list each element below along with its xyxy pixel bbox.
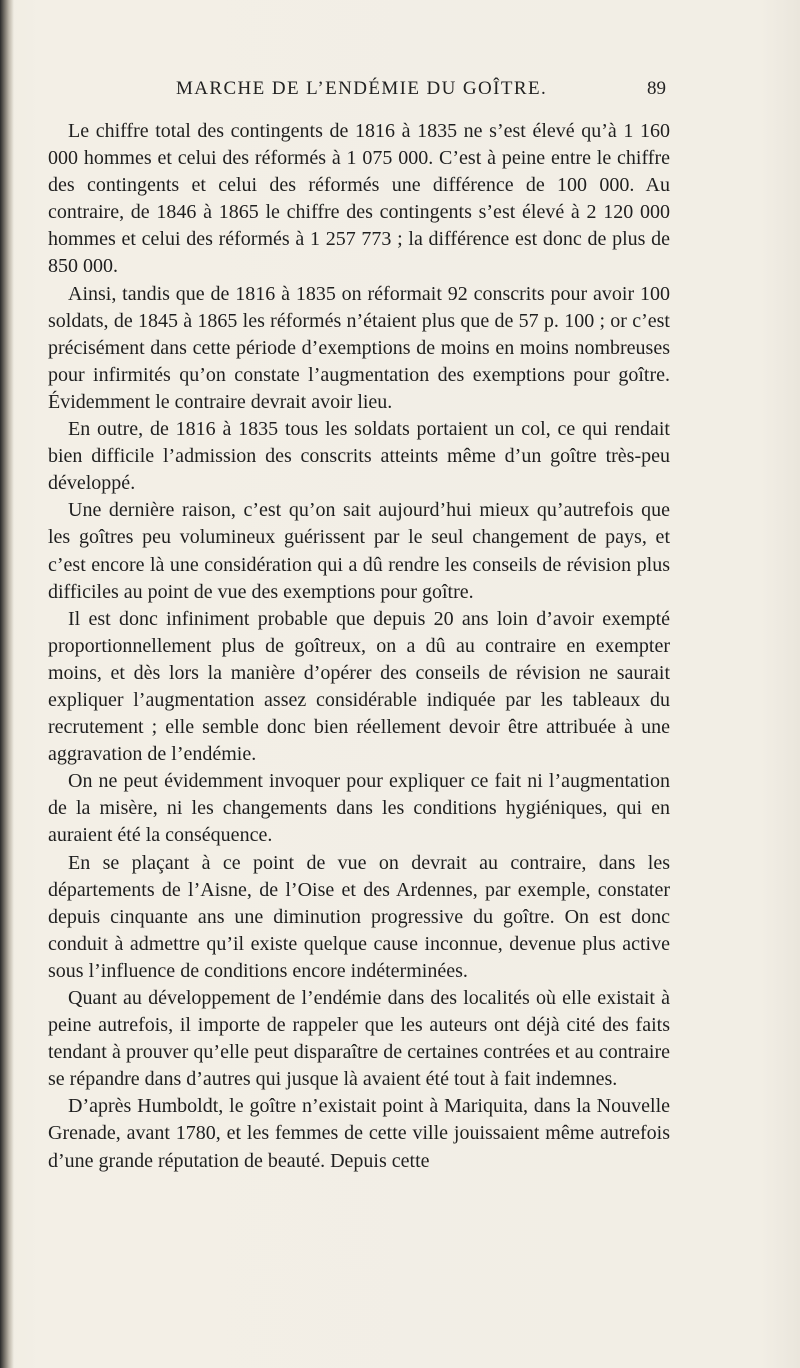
- page-header: [0, 78, 800, 108]
- paragraph: On ne peut évidemment invoquer pour expliquer ce fait ni l’augmentation de la misère, ni les changements dans les conditions hygiéniques, qui en auraient été la conséquence.: [48, 770, 670, 847]
- paragraph: Une dernière raison, c’est qu’on sait aujourd’hui mieux qu’autrefois que les goîtres peu volumineux guérissent par le seul changement de pays, et c’est encore là une considération qui a dû rendre les conseils de révision plus difficiles au point de vue des exemptions pour goître.: [48, 499, 670, 603]
- paragraph: Ainsi, tandis que de 1816 à 1835 on réformait 92 conscrits pour avoir 100 soldats, de 1845 à 1865 les réformés n’étaient plus que de 57 p. 100 ; or c’est précisément dans cette période d’exemptions de moins en moins nombreuses pour infirmités qu’on constate l’augmentation des exemptions pour goître. Évidemment le contraire devrait avoir lieu.: [48, 282, 670, 413]
- paragraph: En se plaçant à ce point de vue on devrait au contraire, dans les départements de l’Aisne, de l’Oise et des Ardennes, par exemple, constater depuis cinquante ans une diminution progressive du goître. On est donc conduit à admettre qu’il existe quelque cause inconnue, devenue plus active sous l’influence de conditions encore indéterminées.: [48, 851, 670, 982]
- book-spine-shadow: [0, 0, 14, 1368]
- running-head: MARCHE DE L’ENDÉMIE DU GOÎTRE.: [176, 78, 548, 99]
- paragraph: Il est donc infiniment probable que depuis 20 ans loin d’avoir exempté proportionnellement plus de goîtreux, on a dû au contraire en exempter moins, et dès lors la manière d’opérer des conseils de révision ne saurait expliquer l’augmentation assez considérable indiquée par les tableaux du recrutement ; elle semble donc bien réellement devoir être attribuée à une aggravation de l’endémie.: [48, 607, 670, 766]
- paragraph: Le chiffre total des contingents de 1816 à 1835 ne s’est élevé qu’à 1 160 000 hommes et celui des réformés à 1 075 000. C’est à peine entre le chiffre des contingents et celui des réformés une différence de 100 000. Au contraire, de 1846 à 1865 le chiffre des contingents s’est élevé à 2 120 000 hommes et celui des réformés à 1 257 773 ; la différence est donc de plus de 850 000.: [48, 120, 670, 278]
- paragraph: En outre, de 1816 à 1835 tous les soldats portaient un col, ce qui rendait bien difficile l’admission des conscrits atteints même d’un goître très-peu développé.: [48, 418, 670, 495]
- body-text: [48, 118, 670, 1175]
- page-number: 89: [647, 78, 666, 99]
- paragraph: D’après Humboldt, le goître n’existait point à Mariquita, dans la Nouvelle Grenade, avant 1780, et les femmes de cette ville jouissaient même autrefois d’une grande réputation de beauté. Depuis cette: [48, 1095, 670, 1172]
- paragraph: Quant au développement de l’endémie dans des localités où elle existait à peine autrefois, il importe de rappeler que les auteurs ont déjà cité des faits tendant à prouver qu’elle peut disparaître de certaines contrées et au contraire se répandre dans d’autres qui jusque là avaient été tout à fait indemnes.: [48, 987, 670, 1091]
